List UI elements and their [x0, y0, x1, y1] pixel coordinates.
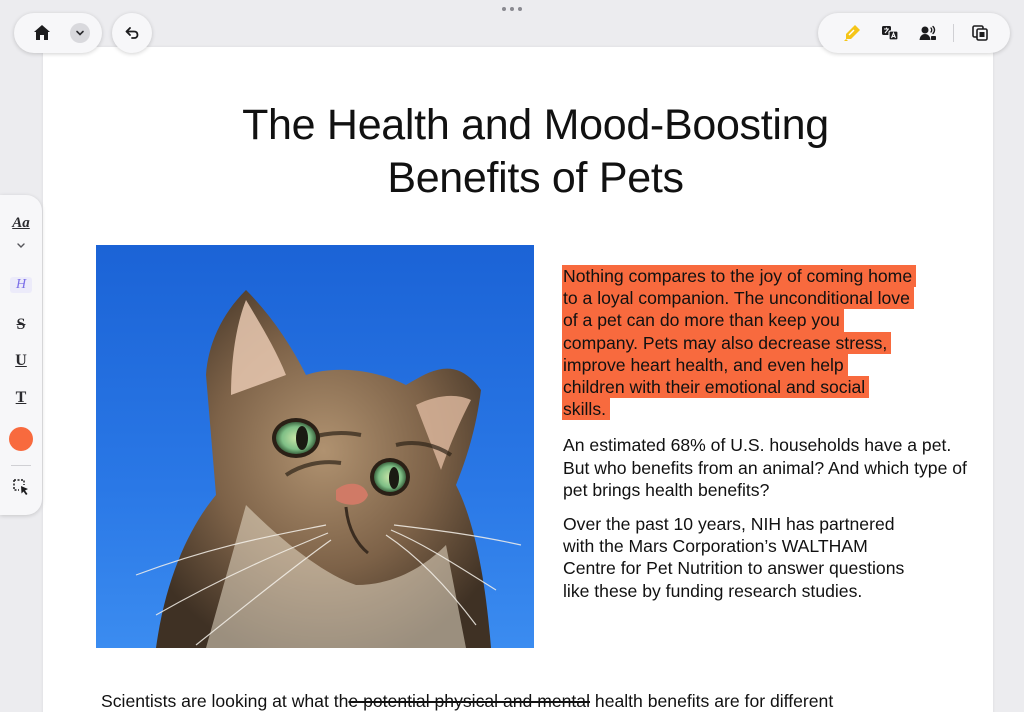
highlighted-line[interactable]: of a pet can do more than keep you: [562, 309, 844, 331]
highlighter-icon: [842, 23, 862, 43]
document-page: [43, 47, 993, 712]
highlighted-line[interactable]: children with their emotional and social: [562, 376, 869, 398]
navigation-toolbar: [14, 13, 102, 53]
text-underline-button[interactable]: [0, 386, 42, 410]
translate-button[interactable]: [878, 21, 902, 45]
select-area-icon: [11, 477, 31, 497]
underline-label: U: [15, 352, 27, 369]
format-toolbar-divider: [11, 465, 31, 466]
strikethrough-button[interactable]: [0, 313, 42, 337]
strikethrough-label: S: [16, 316, 26, 333]
copy-pages-icon: [970, 23, 990, 43]
font-style-label: Aa: [12, 214, 30, 231]
undo-toolbar: [112, 13, 152, 53]
highlighted-paragraph[interactable]: [563, 265, 973, 420]
title-line-2: Benefits of Pets: [387, 154, 684, 202]
current-color-swatch: [9, 427, 33, 451]
undo-icon: [124, 25, 140, 41]
translate-icon: [880, 23, 900, 43]
page-copy-button[interactable]: [968, 21, 992, 45]
chevron-down-icon: [75, 28, 85, 38]
tools-toolbar: [818, 13, 1010, 53]
highlight-text-button[interactable]: [0, 273, 42, 297]
highlighter-button[interactable]: [840, 21, 864, 45]
highlight-text-label: H: [10, 277, 32, 293]
person-voice-icon: [918, 23, 938, 43]
strikethrough-text: e potential physical and mental: [348, 691, 591, 711]
undo-button[interactable]: [120, 21, 144, 45]
bottom-text-after: health benefits are for different: [590, 691, 834, 711]
home-button[interactable]: [30, 21, 54, 45]
select-area-button[interactable]: [0, 475, 42, 499]
home-dropdown-button[interactable]: [70, 23, 90, 43]
color-picker-button[interactable]: [0, 425, 42, 453]
toolbar-divider: [953, 24, 954, 42]
highlighted-line[interactable]: skills.: [562, 398, 610, 420]
highlighted-line[interactable]: improve heart health, and even help: [562, 354, 848, 376]
page-title: [43, 99, 1024, 205]
chevron-down-icon: [16, 242, 26, 250]
format-toolbar: [0, 195, 42, 515]
underline-button[interactable]: [0, 349, 42, 373]
cat-photo: [96, 245, 534, 648]
highlighted-line[interactable]: Nothing compares to the joy of coming home: [562, 265, 916, 287]
home-icon: [32, 23, 52, 43]
tabby-cat-illustration: [96, 245, 534, 648]
paragraph-nih[interactable]: Over the past 10 years, NIH has partnered with the Mars Corporation’s WALTHAM Centre for Pet Nutrition to answer questions like these by funding research studies.: [563, 514, 905, 601]
paragraph-scientists[interactable]: [101, 690, 1001, 712]
title-line-1: The Health and Mood-Boosting: [242, 101, 829, 149]
highlighted-line[interactable]: to a loyal companion. The unconditional love: [562, 287, 914, 309]
highlighted-line[interactable]: company. Pets may also decrease stress,: [562, 332, 891, 354]
read-aloud-button[interactable]: [916, 21, 940, 45]
body-text-column: [563, 265, 973, 614]
drag-handle[interactable]: [502, 6, 522, 12]
paragraph-households[interactable]: An estimated 68% of U.S. households have a pet. But who benefits from an animal? And which type of pet brings health benefits?: [563, 435, 967, 500]
font-style-dropdown[interactable]: [0, 239, 42, 253]
font-style-button[interactable]: [0, 211, 42, 235]
bottom-text-before: Scientists are looking at what th: [101, 691, 349, 711]
text-label: T: [15, 389, 27, 406]
